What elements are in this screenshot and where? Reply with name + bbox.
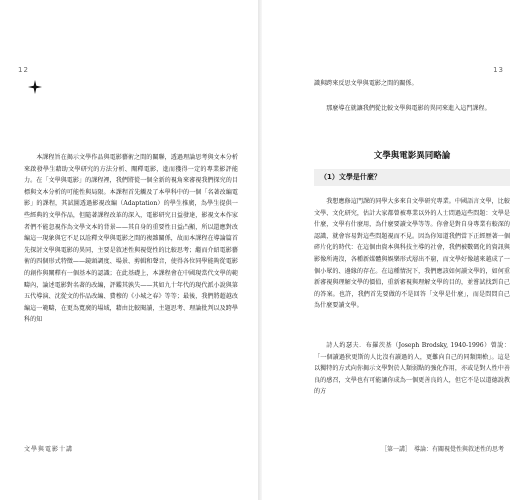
right-footer-chapter-title: ［第一講］ 導論：有關視覺性與敘述性的思考 xyxy=(380,446,504,453)
right-paragraph-2: 那麼導在就讓我們從比較文學與電影的異同來進入這門課程。 xyxy=(326,105,491,112)
page-number-left: 12 xyxy=(18,66,29,74)
right-page xyxy=(262,0,520,500)
four-point-star-icon xyxy=(28,80,42,94)
page-number-right: 13 xyxy=(493,66,504,74)
left-body-text: 本課程旨在揭示文學作品與電影藝術之間的關聯，透過理論思考與文本分析來啟發學生藉助文學研究的方法分析、闡釋電影，進而獲得一定的專業影評能力。在「文學與電影」的課程裡，我們將從一個全新的視角來審視我們探究的目標與文本分析的可能性與局限。本課程首先觸及了本學科中的一個「名著改編電影」的課程，其試圖透過影視改編（Adaptation）的學生推廣，為學生提供一些經典的文學作品，但隨著課程改革的深入，電影研究日益發達，影視文本作家者們不能忽視作為文學文本的背景——其自身的重要性日益凸顯，所以還應對改編這一現象與它不足以詮釋文學與電影之間的複雜關係，故而本課程在導論篇首先探討文學與電影的異同，主要是敘述性與視覺性的比較思考；繼而介紹電影藝術的四個形式特徵——鏡頭調度、場景、剪輯和聲音，使得各位同學能夠從電影的創作與闡釋有一個基本的認識；在此基礎上，本課程會在中國現當代文學的範疇內，論述電影對名著的改編，評鑑其孰失——其如九十年代的現代派小說與第五代導演、沈從文的作品改編、費穆的《小城之春》等等；最後，我們將超越改編這一範疇，在更為寬廣的場域，藉由比較閱讀，主題思考、理論批判以及跨學科的知 xyxy=(24,154,238,324)
left-footer-book-title: 文學與電影十講 xyxy=(24,446,74,453)
section-title: 文學與電影異同略論 xyxy=(373,151,451,161)
right-paragraph-4: 詩人約瑟夫．布羅茨基（Joseph Brodsky, 1940-1996）曾說：「一個讀過狄更斯的人比沒有讀過的人，更難向自己的同類開槍」。這是以獨特的方式向你揭示文學對於人類弱點的強化作用，亦或是對人性中善良的感召，文學也有可能讓你成為一個更善良的人，但它不是以道德說教的方 xyxy=(314,342,510,396)
subheading-box xyxy=(314,169,510,186)
right-paragraph-3: 我想應修這門課的同學大多來自文學研究專業。中國語言文學，比較文學、文化研究，估計大家都曾被專業以外的人士問過這些問題：文學是什麼，文學有什麼用，為什麼要讀文學等等。你會是對自身專業有較深的認識，就會容易對這些問題視而不見。因為你知道我們當下正經歷著一個碎片化的時代：在這個由資本與科技主導的社會，我們被數碼化的資訊與影像所淹沒，各種新媒體與娛樂形式層出不窮，而文學好像越來越成了一個小眾的、邊緣的存在。在這種情況下，我們應該如何讀文學的，如何重新審視與理解文學的價值，重新審視與理解文學的目的，並嘗試找到自己的答案。也許，我們首先要做的不是回答「文學是什麼」，而是問問自己為什麼要讀文學。 xyxy=(314,198,510,310)
left-page xyxy=(0,0,258,500)
right-paragraph-1: 識與跨來反思文學與電影之間的關係。 xyxy=(314,80,418,87)
subheading-text: （1）文學是什麼？ xyxy=(320,173,381,181)
